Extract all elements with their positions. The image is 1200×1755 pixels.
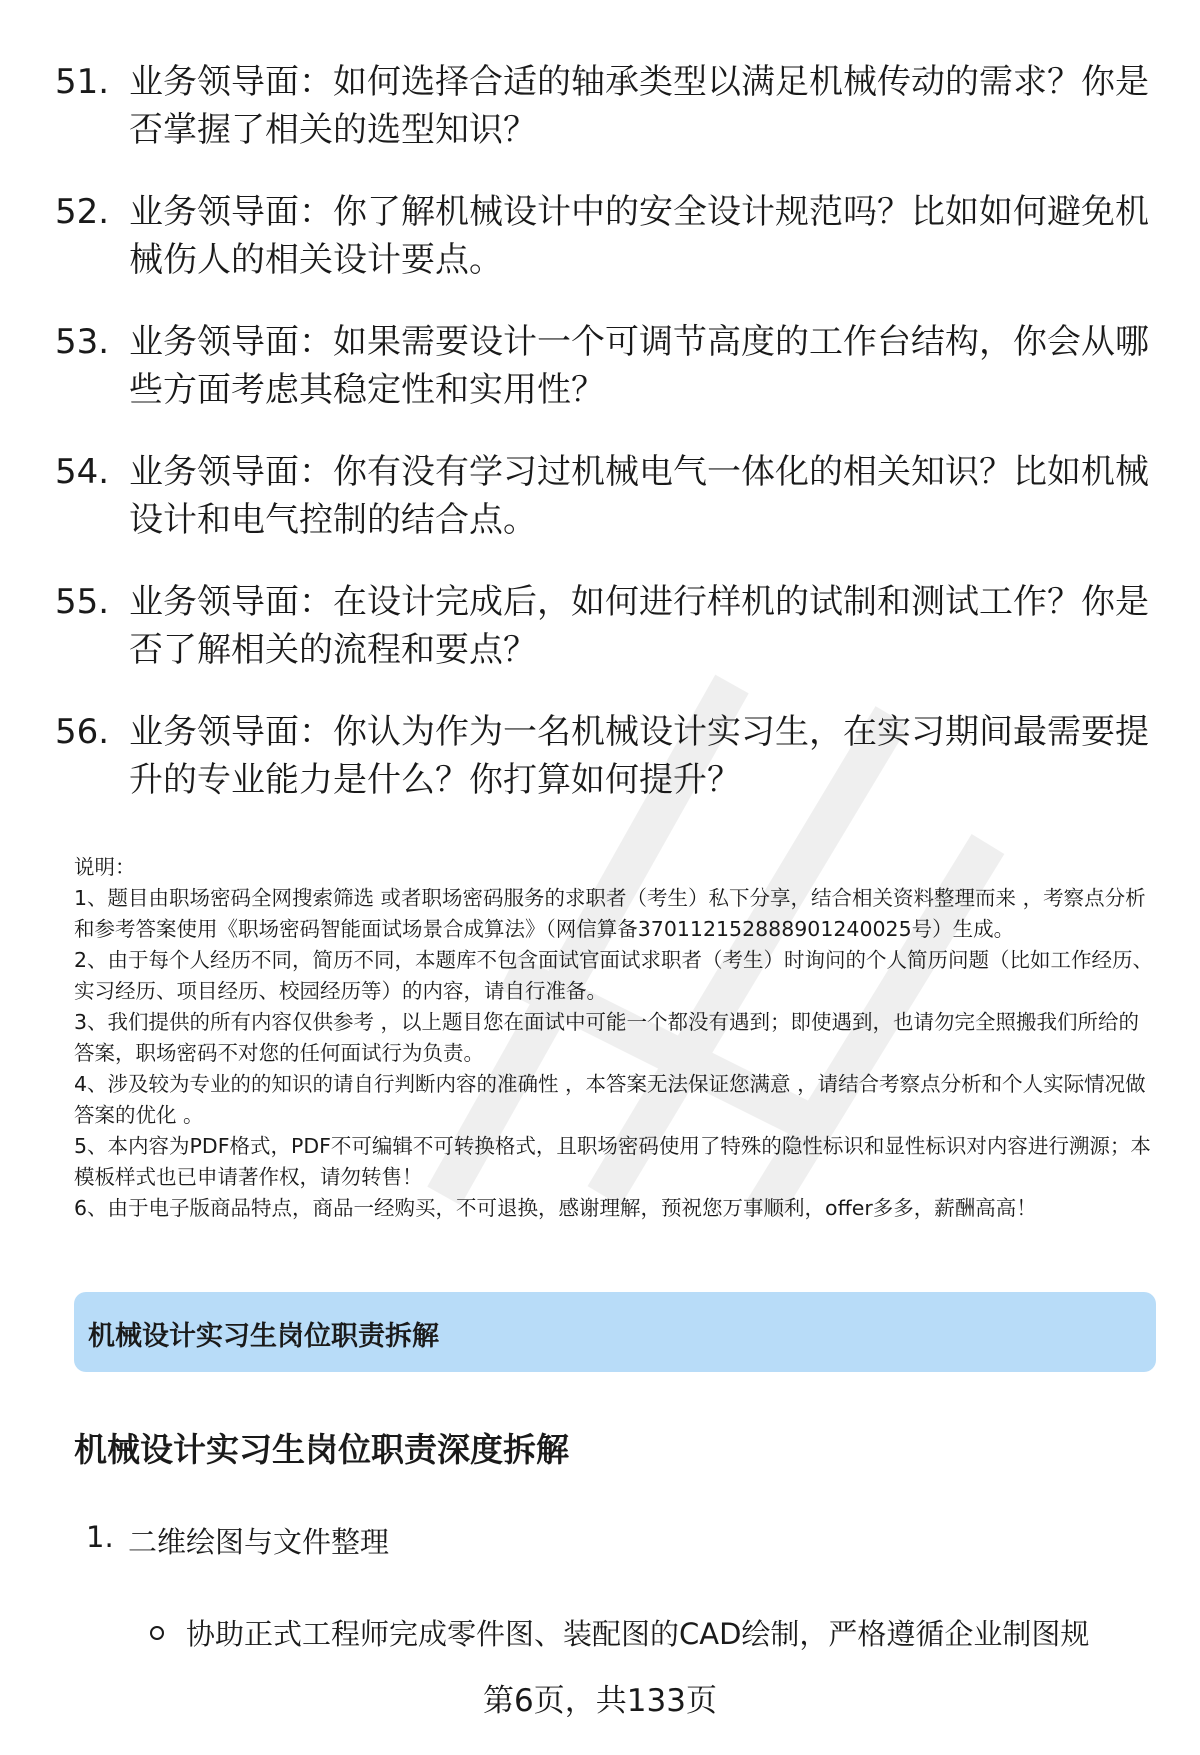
question-text: 业务领导面：你有没有学习过机械电气一体化的相关知识？比如机械设计和电气控制的结合点。 [129, 452, 1149, 540]
bullet-text: 协助正式工程师完成零件图、装配图的CAD绘制，严格遵循企业制图规 [186, 1617, 1090, 1651]
note-item: 4、涉及较为专业的的知识的请自行判断内容的准确性 ，本答案无法保证您满意 ，请结合考察点分析和个人实际情况做答案的优化 。 [74, 1072, 1146, 1127]
question-text: 业务领导面：如果需要设计一个可调节高度的工作台结构，你会从哪些方面考虑其稳定性和实用性？ [129, 322, 1149, 410]
list-number: 1. [86, 1520, 114, 1554]
list-item-text: 二维绘图与文件整理 [128, 1525, 390, 1559]
question-item [55, 708, 1155, 804]
question-item [55, 188, 1155, 284]
banner-title: 机械设计实习生岗位职责拆解 [88, 1321, 439, 1352]
section-heading: 机械设计实习生岗位职责深度拆解 [74, 1430, 569, 1469]
question-text: 业务领导面：你了解机械设计中的安全设计规范吗？比如如何避免机械伤人的相关设计要点。 [129, 192, 1149, 280]
note-item: 5、本内容为PDF格式，PDF不可编辑不可转换格式，且职场密码使用了特殊的隐性标识和显性标识对内容进行溯源；本模板样式也已申请著作权，请勿转售！ [74, 1134, 1151, 1189]
notes-heading: 说明： [74, 855, 136, 879]
ordered-list-item [86, 1520, 389, 1561]
bullet-item [150, 1612, 1089, 1653]
question-number: 52. [55, 192, 110, 232]
note-item: 1、题目由职场密码全网搜索筛选 或者职场密码服务的求职者（考生）私下分享，结合相关资料整理而来 ，考察点分析和参考答案使用《职场密码智能面试场景合成算法》（网信算备370112152888901240025号）生成。 [74, 886, 1146, 941]
question-number: 54. [55, 452, 110, 492]
page-footer: 第6页，共133页 [483, 1683, 717, 1719]
question-text: 业务领导面：你认为作为一名机械设计实习生，在实习期间最需要提升的专业能力是什么？你打算如何提升？ [129, 712, 1149, 800]
note-item: 6、由于电子版商品特点，商品一经购买，不可退换，感谢理解，预祝您万事顺利，offer多多，薪酬高高！ [74, 1196, 1037, 1220]
question-item [55, 448, 1155, 544]
question-number: 51. [55, 62, 110, 102]
note-item: 2、由于每个人经历不同，简历不同，本题库不包含面试官面试求职者（考生）时询问的个人简历问题（比如工作经历、实习经历、项目经历、校园经历等）的内容，请自行准备。 [74, 948, 1154, 1003]
question-item [55, 578, 1155, 674]
notes-block [74, 852, 1154, 1224]
question-text: 业务领导面：在设计完成后，如何进行样机的试制和测试工作？你是否了解相关的流程和要点？ [129, 582, 1149, 670]
question-number: 53. [55, 322, 110, 362]
section-banner [74, 1292, 1156, 1372]
question-text: 业务领导面：如何选择合适的轴承类型以满足机械传动的需求？你是否掌握了相关的选型知识？ [129, 62, 1149, 150]
note-item: 3、我们提供的所有内容仅供参考 ，以上题目您在面试中可能一个都没有遇到；即使遇到，也请勿完全照搬我们所给的答案，职场密码不对您的任何面试行为负责。 [74, 1010, 1140, 1065]
question-number: 56. [55, 712, 110, 752]
question-item [55, 318, 1155, 414]
question-item [55, 58, 1155, 154]
question-list [55, 58, 1155, 838]
question-number: 55. [55, 582, 110, 622]
hollow-bullet-icon [150, 1626, 164, 1640]
